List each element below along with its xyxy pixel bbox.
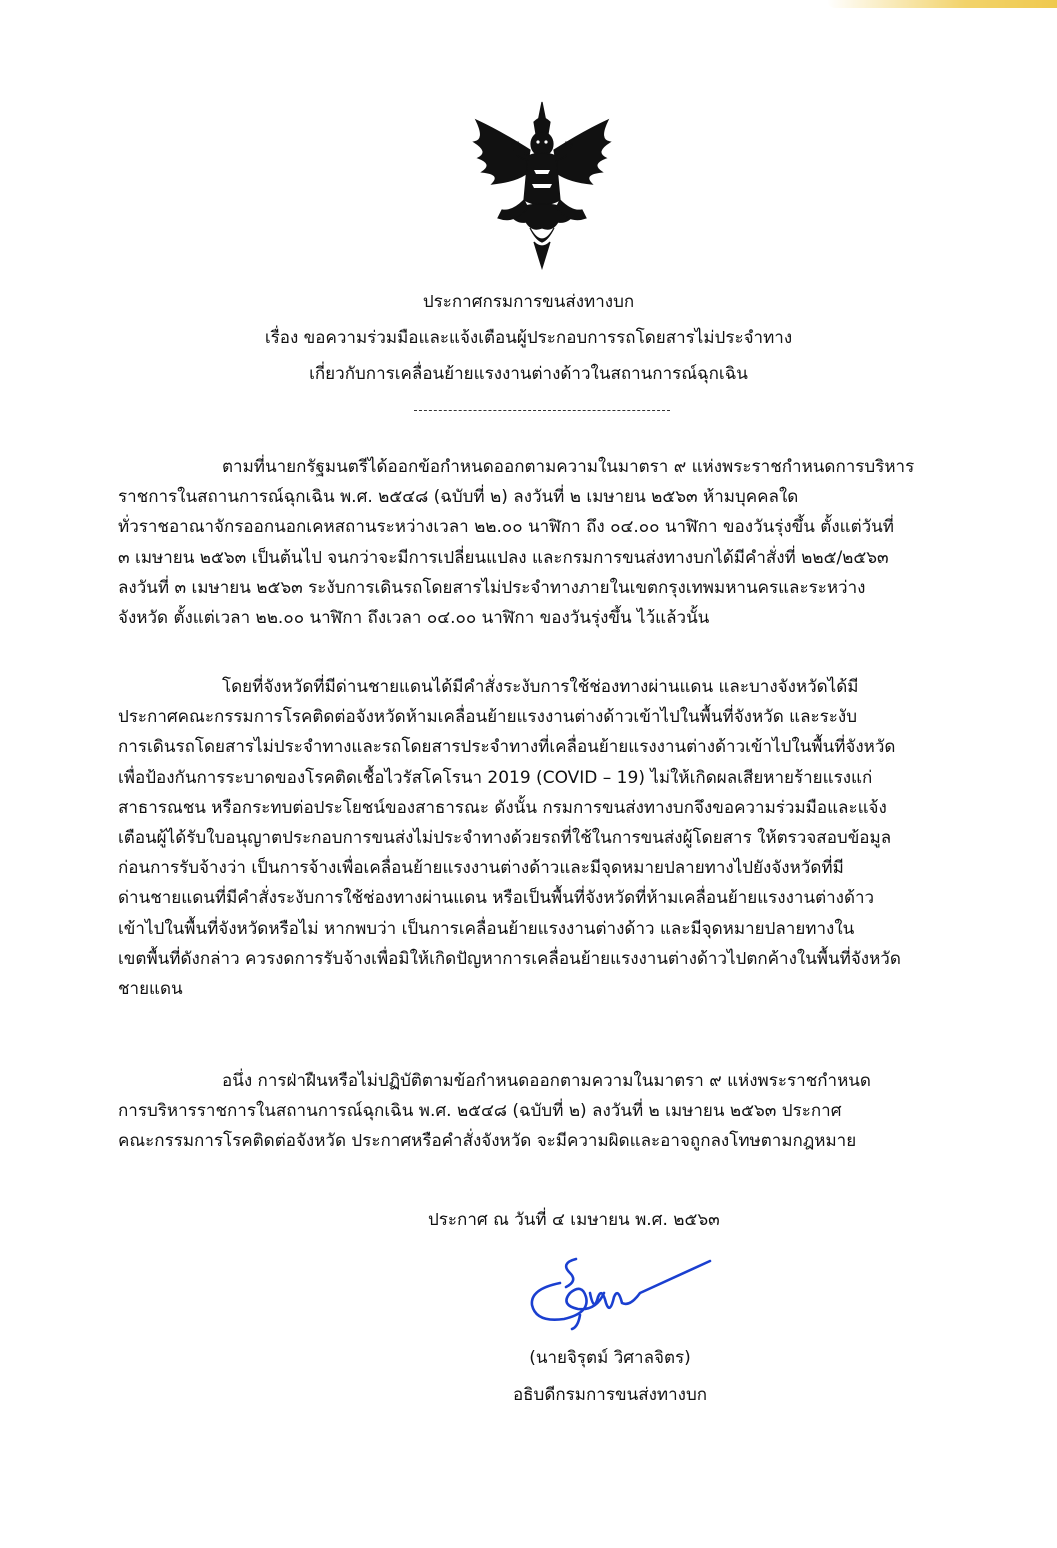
- paragraph-line: การเดินรถโดยสารไม่ประจำทางและรถโดยสารประจำทางที่เคลื่อนย้ายแรงงานต่างด้าวเข้าไปในพื้นที่จังหวัด: [118, 737, 896, 758]
- paragraph-line: ตามที่นายกรัฐมนตรีได้ออกข้อกำหนดออกตามความในมาตรา ๙ แห่งพระราชกำหนดการบริหาร: [222, 457, 915, 477]
- paragraph-line: ประกาศคณะกรรมการโรคติดต่อจังหวัดห้ามเคลื่อนย้ายแรงงานต่างด้าวเข้าไปในพื้นที่จังหวัด และระงับ: [118, 707, 858, 728]
- paragraph-line: ก่อนการรับจ้างว่า เป็นการจ้างเพื่อเคลื่อนย้ายแรงงานต่างด้าวและมีจุดหมายปลายทางไปยังจังหวัดที่มี: [118, 858, 844, 879]
- paragraph-line: ลงวันที่ ๓ เมษายน ๒๕๖๓ ระงับการเดินรถโดยสารไม่ประจำทางภายในเขตกรุงเทพมหานครและระหว่าง: [118, 577, 866, 598]
- signer-name: (นายจิรุตม์ วิศาลจิตร): [529, 1348, 691, 1368]
- paragraph-line: ด่านชายแดนที่มีคำสั่งระงับการใช้ช่องทางผ่านแดน หรือเป็นพื้นที่จังหวัดที่ห้ามเคลื่อนย้ายแรงงานต่างด้าว: [118, 888, 875, 909]
- paragraph-line: เขตพื้นที่ดังกล่าว ควรงดการรับจ้างเพื่อมิให้เกิดปัญหาการเคลื่อนย้ายแรงงานต่างด้าวไปตกค้างในพื้นที่จังหวัด: [118, 948, 901, 969]
- paragraph-line: ทั่วราชอาณาจักรออกนอกเคหสถานระหว่างเวลา ๒๒.๐๐ นาฬิกา ถึง ๐๔.๐๐ นาฬิกา ของวันรุ่งขึ้น ตั้งแต่วันที่: [118, 517, 894, 538]
- garuda-emblem-icon: [468, 100, 616, 270]
- paragraph-line: คณะกรรมการโรคติดต่อจังหวัด ประกาศหรือคำสั่งจังหวัด จะมีความผิดและอาจถูกลงโทษตามกฎหมาย: [118, 1131, 857, 1152]
- announcement-date: ประกาศ ณ วันที่ ๔ เมษายน พ.ศ. ๒๕๖๓: [428, 1210, 720, 1230]
- paragraph-line: ๓ เมษายน ๒๕๖๓ เป็นต้นไป จนกว่าจะมีการเปลี่ยนแปลง และกรมการขนส่งทางบกได้มีคำสั่งที่ ๒๒๕/๒๕๖๓: [118, 547, 889, 568]
- paragraph-line: ราชการในสถานการณ์ฉุกเฉิน พ.ศ. ๒๕๔๘ (ฉบับที่ ๒) ลงวันที่ ๒ เมษายน ๒๕๖๓ ห้ามบุคคลใด: [118, 487, 799, 508]
- paragraph-line: โดยที่จังหวัดที่มีด่านชายแดนได้มีคำสั่งระงับการใช้ช่องทางผ่านแดน และบางจังหวัดได้มี: [222, 677, 859, 697]
- paragraph-line: อนึ่ง การฝ่าฝืนหรือไม่ปฏิบัติตามข้อกำหนดออกตามความในมาตรา ๙ แห่งพระราชกำหนด: [222, 1071, 871, 1091]
- paragraph-line: จังหวัด ตั้งแต่เวลา ๒๒.๐๐ นาฬิกา ถึงเวลา ๐๔.๐๐ นาฬิกา ของวันรุ่งขึ้น ไว้แล้วนั้น: [118, 608, 710, 629]
- paragraph-line: เตือนผู้ได้รับใบอนุญาตประกอบการขนส่งไม่ประจำทางด้วยรถที่ใช้ในการขนส่งผู้โดยสาร ให้ตรวจสอบข้อมูล: [118, 828, 892, 849]
- header-line-1: ประกาศกรมการขนส่งทางบก: [422, 292, 635, 312]
- signer-title: อธิบดีกรมการขนส่งทางบก: [512, 1385, 708, 1405]
- paragraph-line: เพื่อป้องกันการระบาดของโรคติดเชื้อไวรัสโคโรนา 2019 (COVID – 19) ไม่ให้เกิดผลเสียหายร้ายแรงแก่: [118, 767, 873, 788]
- paragraph-3: [118, 1066, 970, 1157]
- paragraph-line: เข้าไปในพื้นที่จังหวัดหรือไม่ หากพบว่า เป็นการเคลื่อนย้ายแรงงานต่างด้าว และมีจุดหมายปลายทางใน: [118, 918, 855, 939]
- paragraph-line: การบริหารราชการในสถานการณ์ฉุกเฉิน พ.ศ. ๒๕๔๘ (ฉบับที่ ๒) ลงวันที่ ๒ เมษายน ๒๕๖๓ ประกาศ: [118, 1101, 842, 1122]
- corner-stain: [827, 0, 1057, 8]
- paragraph-1: [118, 452, 970, 633]
- paragraph-line: สาธารณชน หรือกระทบต่อประโยชน์ของสาธารณะ ดังนั้น กรมการขนส่งทางบกจึงขอความร่วมมือและแจ้ง: [118, 797, 887, 818]
- paragraph-2: [118, 672, 970, 1004]
- header-separator: [414, 410, 670, 411]
- signature-icon: [520, 1253, 720, 1333]
- paragraph-line: ชายแดน: [118, 979, 183, 1000]
- header-line-3: เกี่ยวกับการเคลื่อนย้ายแรงงานต่างด้าวในสถานการณ์ฉุกเฉิน: [309, 364, 748, 384]
- header-line-2: เรื่อง ขอความร่วมมือและแจ้งเตือนผู้ประกอบการรถโดยสารไม่ประจำทาง: [264, 328, 793, 348]
